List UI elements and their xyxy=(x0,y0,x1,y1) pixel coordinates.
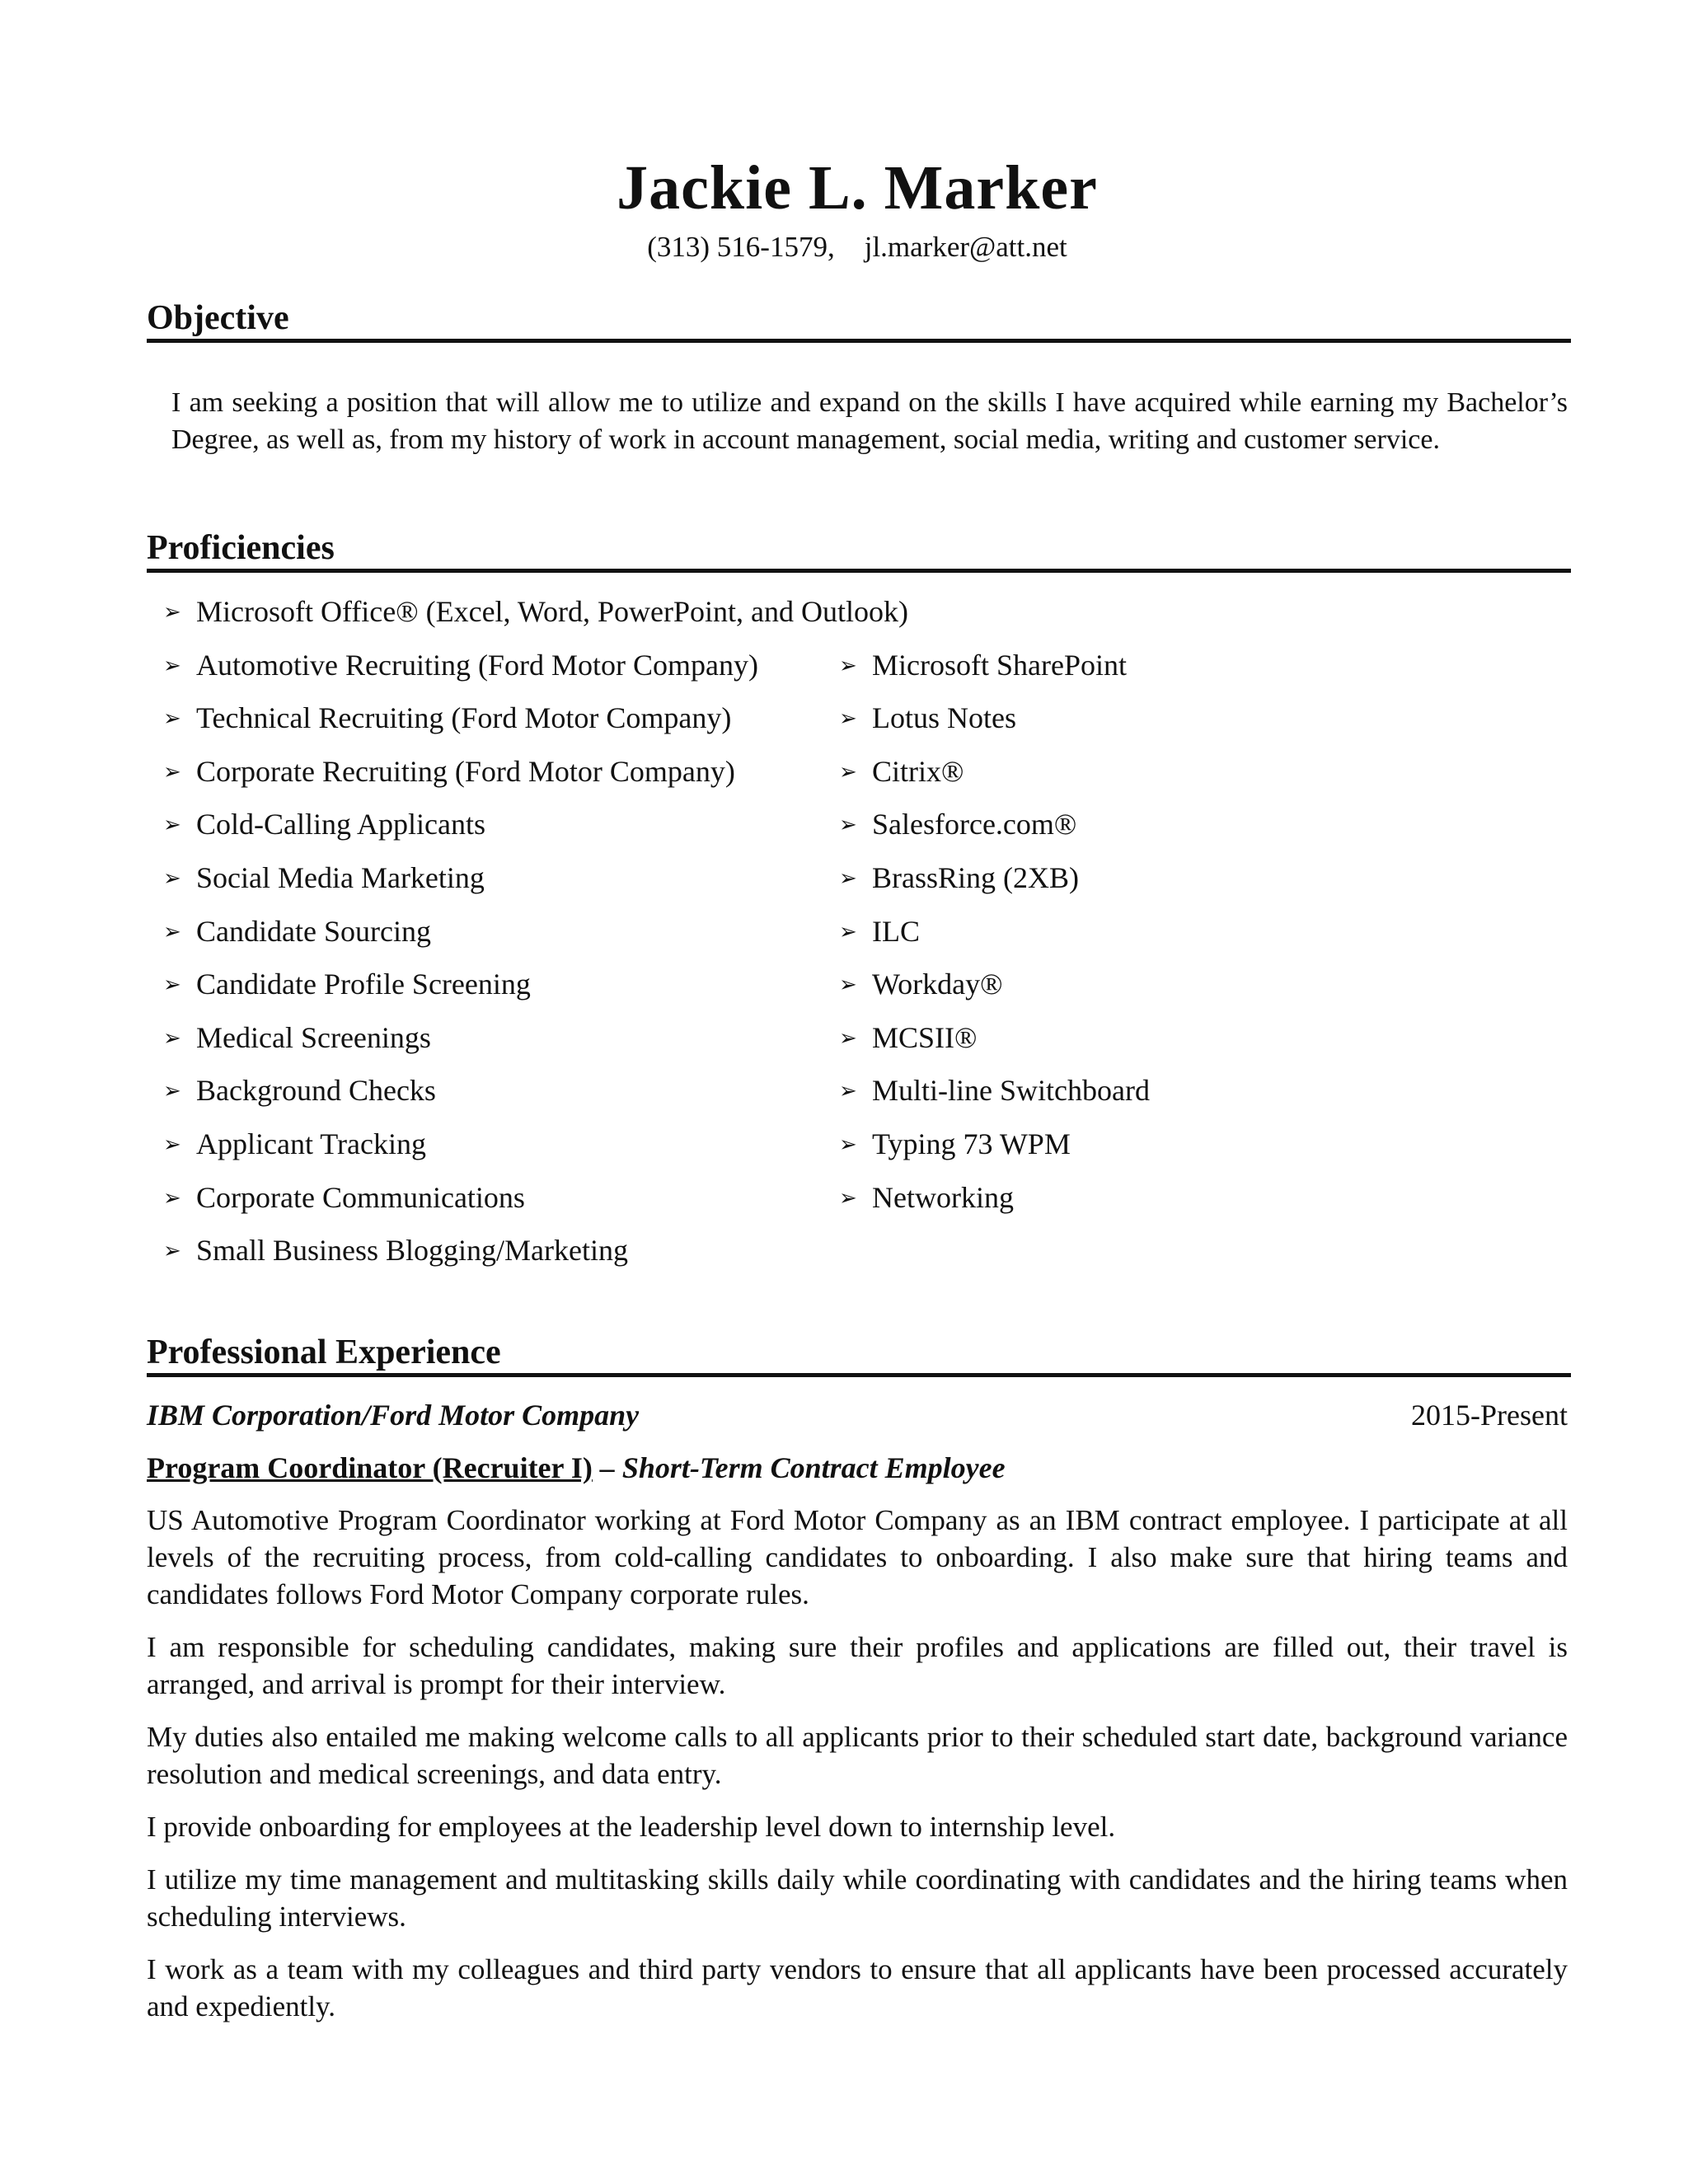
job-duties xyxy=(147,1502,1568,2041)
resume-header xyxy=(0,153,1688,264)
phone-number: (313) 516-1579, xyxy=(647,231,835,263)
proficiency-item: ➢ Microsoft Office® (Excel, Word, PowerPoint, and Outlook) xyxy=(163,593,908,630)
arrow-bullet-icon: ➢ xyxy=(163,919,181,944)
proficiency-item: ➢ Networking xyxy=(839,1179,1014,1216)
arrow-bullet-icon: ➢ xyxy=(839,653,857,677)
role-type: – Short-Term Contract Employee xyxy=(592,1451,1006,1484)
candidate-name: Jackie L. Marker xyxy=(617,153,1098,223)
arrow-bullet-icon: ➢ xyxy=(839,1079,857,1104)
proficiency-item: ➢ Lotus Notes xyxy=(839,700,1016,737)
duty-paragraph: I utilize my time management and multitasking skills daily while coordinating with candidates and the hiring teams when scheduling interviews. xyxy=(147,1863,1568,1933)
proficiency-item: ➢ Technical Recruiting (Ford Motor Company) xyxy=(163,700,731,737)
proficiency-row xyxy=(163,1072,1573,1126)
contact-line xyxy=(0,231,1688,264)
proficiency-item: ➢ Candidate Sourcing xyxy=(163,913,431,950)
proficiency-row xyxy=(163,700,1573,753)
proficiency-row xyxy=(163,647,1573,701)
proficiency-item: ➢ BrassRing (2XB) xyxy=(839,860,1079,897)
arrow-bullet-icon: ➢ xyxy=(163,1132,181,1156)
proficiency-item: ➢ Corporate Recruiting (Ford Motor Company) xyxy=(163,753,735,790)
arrow-bullet-icon: ➢ xyxy=(163,972,181,997)
proficiency-row xyxy=(163,1232,1573,1286)
duty-paragraph: I am responsible for scheduling candidates, making sure their profiles and applications are filled out, their travel is arranged, and arrival is prompt for their interview. xyxy=(147,1631,1568,1700)
proficiency-item: ➢ Citrix® xyxy=(839,753,964,790)
proficiency-item: ➢ Medical Screenings xyxy=(163,1019,431,1057)
arrow-bullet-icon: ➢ xyxy=(163,759,181,784)
proficiency-item: ➢ Microsoft SharePoint xyxy=(839,647,1127,684)
proficiency-item: ➢ Typing 73 WPM xyxy=(839,1126,1071,1163)
proficiency-row xyxy=(163,860,1573,913)
proficiency-item: ➢ MCSII® xyxy=(839,1019,977,1057)
proficiency-row xyxy=(163,966,1573,1019)
employment-dates: 2015-Present xyxy=(1411,1399,1568,1432)
arrow-bullet-icon: ➢ xyxy=(163,1185,181,1210)
objective-heading: Objective xyxy=(147,299,1571,343)
arrow-bullet-icon: ➢ xyxy=(839,759,857,784)
proficiency-item: ➢ Social Media Marketing xyxy=(163,860,485,897)
arrow-bullet-icon: ➢ xyxy=(163,653,181,677)
job-role xyxy=(147,1451,1006,1485)
arrow-bullet-icon: ➢ xyxy=(839,865,857,890)
email-address: jl.marker@att.net xyxy=(864,231,1067,263)
arrow-bullet-icon: ➢ xyxy=(839,813,857,837)
proficiencies-list xyxy=(163,593,1573,1286)
proficiency-item: ➢ Multi-line Switchboard xyxy=(839,1072,1150,1109)
arrow-bullet-icon: ➢ xyxy=(163,813,181,837)
proficiency-row xyxy=(163,1019,1573,1073)
arrow-bullet-icon: ➢ xyxy=(839,919,857,944)
arrow-bullet-icon: ➢ xyxy=(839,1132,857,1156)
proficiency-item: ➢ Applicant Tracking xyxy=(163,1126,426,1163)
duty-paragraph: US Automotive Program Coordinator working at Ford Motor Company as an IBM contract employee. I participate at all levels of the recruiting process, from cold-calling candidates to onboarding. I also make sure that hiring teams and candidates follows Ford Motor Company corporate rules. xyxy=(147,1504,1568,1610)
company-name: IBM Corporation/Ford Motor Company xyxy=(147,1399,640,1432)
duty-paragraph: My duties also entailed me making welcome calls to all applicants prior to their scheduled start date, background variance resolution and medical screenings, and data entry. xyxy=(147,1721,1568,1790)
job-header xyxy=(147,1398,1568,1432)
proficiency-row xyxy=(163,593,1573,647)
duty-paragraph: I work as a team with my colleagues and third party vendors to ensure that all applicants have been processed accurately and expediently. xyxy=(147,1953,1568,2022)
proficiency-row xyxy=(163,806,1573,860)
proficiency-item: ➢ Cold-Calling Applicants xyxy=(163,806,485,843)
proficiency-item: ➢ ILC xyxy=(839,913,920,950)
proficiency-item: ➢ Automotive Recruiting (Ford Motor Company) xyxy=(163,647,758,684)
arrow-bullet-icon: ➢ xyxy=(163,1239,181,1263)
duty-paragraph: I provide onboarding for employees at the leadership level down to internship level. xyxy=(147,1811,1116,1843)
arrow-bullet-icon: ➢ xyxy=(839,1025,857,1050)
arrow-bullet-icon: ➢ xyxy=(839,706,857,731)
proficiency-item: ➢ Workday® xyxy=(839,966,1002,1003)
proficiency-item: ➢ Corporate Communications xyxy=(163,1179,525,1216)
experience-heading: Professional Experience xyxy=(147,1333,1571,1377)
arrow-bullet-icon: ➢ xyxy=(839,1185,857,1210)
arrow-bullet-icon: ➢ xyxy=(163,706,181,731)
arrow-bullet-icon: ➢ xyxy=(163,600,181,624)
proficiency-item: ➢ Salesforce.com® xyxy=(839,806,1076,843)
arrow-bullet-icon: ➢ xyxy=(839,972,857,997)
arrow-bullet-icon: ➢ xyxy=(163,865,181,890)
proficiency-row xyxy=(163,1179,1573,1233)
proficiency-item: ➢ Candidate Profile Screening xyxy=(163,966,531,1003)
proficiency-row xyxy=(163,1126,1573,1179)
proficiency-row xyxy=(163,913,1573,967)
role-title: Program Coordinator (Recruiter I) xyxy=(147,1451,593,1484)
arrow-bullet-icon: ➢ xyxy=(163,1079,181,1104)
proficiency-item: ➢ Background Checks xyxy=(163,1072,436,1109)
proficiency-row xyxy=(163,753,1573,807)
objective-text: I am seeking a position that will allow me to utilize and expand on the skills I have acquired while earning my Bachelor’s Degree, as well as, from my history of work in account management, social media, writing and customer service. xyxy=(171,387,1568,455)
proficiencies-heading: Proficiencies xyxy=(147,529,1571,573)
proficiency-item: ➢ Small Business Blogging/Marketing xyxy=(163,1232,628,1269)
arrow-bullet-icon: ➢ xyxy=(163,1025,181,1050)
